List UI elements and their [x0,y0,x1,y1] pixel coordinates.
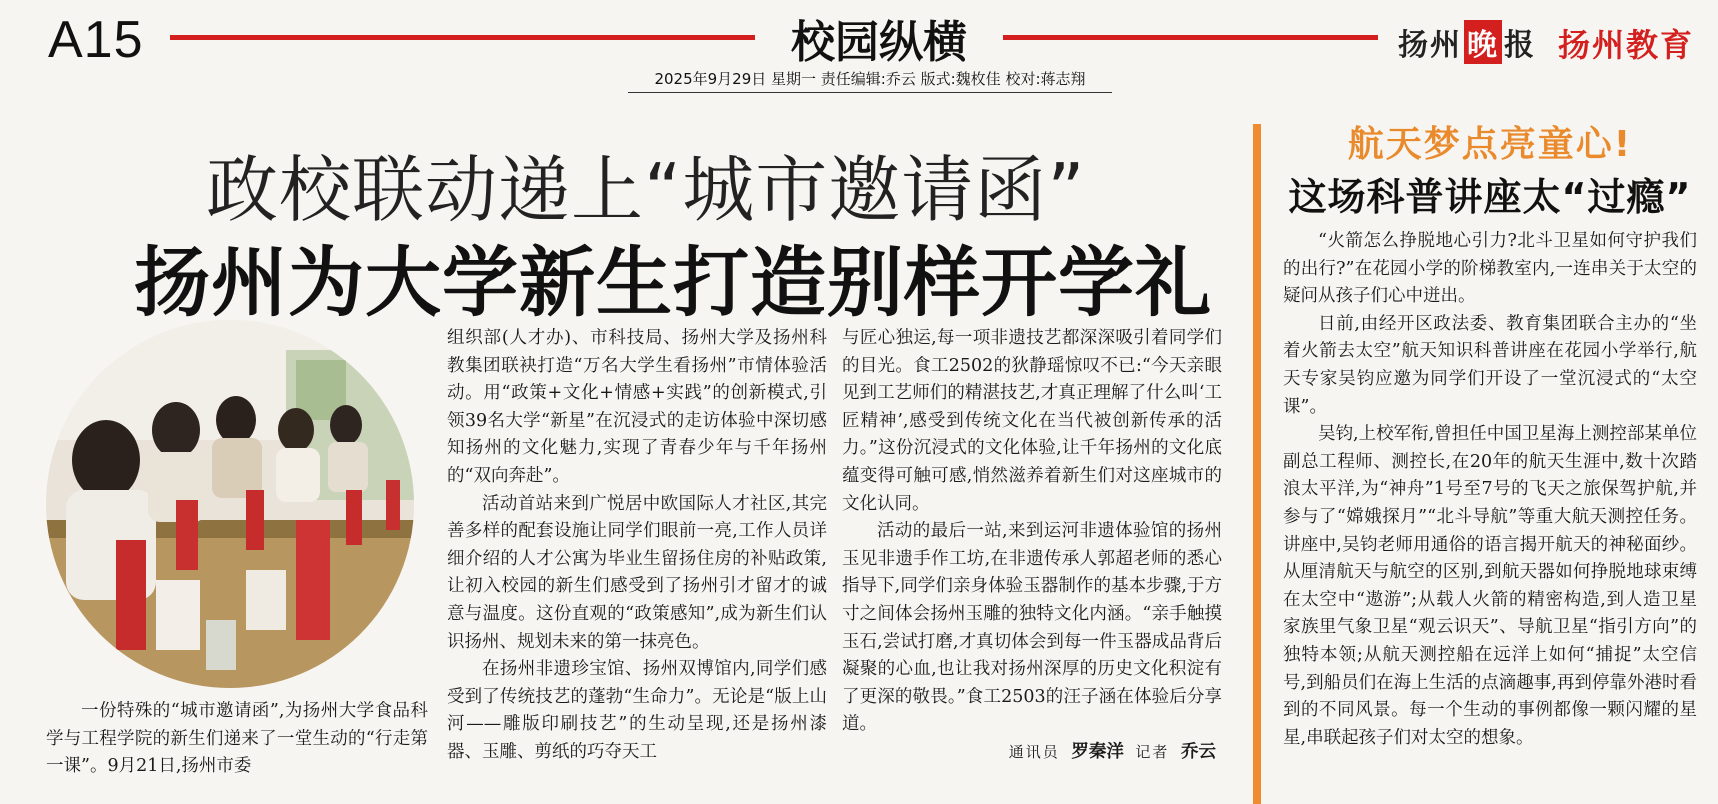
photo-illustration [46,320,414,688]
paragraph: 组织部(人才办)、市科技局、扬州大学及扬州科教集团联袂打造“万名大学生看扬州”市情体验活动。用“政策+文化+情感+实践”的创新模式,引领39名大学“新星”在沉浸式的走访体验中深切感知扬州的文化魅力,实现了青春少年与千年扬州的“双向奔赴”。 [447,328,827,486]
main-article-column-1 [46,698,428,781]
side-headline-line1: 航天梦点亮童心! [1347,124,1633,165]
byline-role-correspondent: 通讯员 [1008,742,1060,761]
paragraph: 活动首站来到广悦居中欧国际人才社区,其完善多样的配套设施让同学们眼前一亮,工作人员详细介绍的人才公寓为毕业生留扬住房的补贴政策,让初入校园的新生们感受到了扬州引才留才的诚意与温度。这份直观的“政策感知”,成为新生们认识扬州、规划未来的第一抹亮色。 [447,493,827,652]
logo-prefix: 扬州 [1398,28,1462,63]
paragraph: 活动的最后一站,来到运河非遗体验馆的扬州玉见非遗手作工坊,在非遗传承人郭超老师的悉心指导下,同学们亲身体验玉器制作的基本步骤,于方寸之间体会扬州玉雕的独特文化内涵。“亲手触摸玉石,尝试打磨,才真切体会到每一件玉器成品背后凝聚的心血,也让我对扬州深厚的历史文化积淀有了更深的敬畏。”食工2503的汪子涵在体验后分享道。 [842,521,1222,735]
paragraph: 与匠心独运,每一项非遗技艺都深深吸引着同学们的目光。食工2502的狄静瑶惊叹不已:“今天亲眼见到工艺师们的精湛技艺,才真正理解了什么叫‘工匠精神’,感受到传统文化在当代被创新传承的活力。”这份沉浸式的文化体验,让千年扬州的文化底蕴变得可触可感,悄然滋养着新生们对这座城市的文化认同。 [842,328,1222,514]
page-number: A15 [48,11,144,69]
logo-mark: 晚 [1464,20,1502,64]
header-rule-right [1003,35,1378,40]
header-rule-left [170,35,755,40]
byline-name-reporter: 乔云 [1181,741,1216,762]
newspaper-logo [1398,10,1698,74]
byline [842,739,1222,767]
section-title: 校园纵横 [791,17,967,68]
paragraph: 在扬州非遗珍宝馆、扬州双博馆内,同学们感受到了传统技艺的蓬勃“生命力”。无论是“版上山河——雕版印刷技艺”的生动呈现,还是扬州漆器、玉雕、剪纸的巧夺天工 [447,659,827,762]
byline-name-correspondent: 罗秦洋 [1071,741,1124,762]
paragraph: “火箭怎么挣脱地心引力?北斗卫星如何守护我们的出行?”在花园小学的阶梯教室内,一连串关于太空的疑问从孩子们心中迸出。 [1283,231,1697,307]
main-headline-line2: 扬州为大学新生打造别样开学礼 [134,238,1212,327]
paragraph: 一份特殊的“城市邀请函”,为扬州大学食品科学与工程学院的新生们递来了一堂生动的“行走第一课”。9月21日,扬州市委 [46,701,428,777]
logo-suffix: 报 [1504,28,1536,63]
byline-role-reporter: 记者 [1135,742,1170,761]
paragraph: 吴钧,上校军衔,曾担任中国卫星海上测控部某单位副总工程师、测控长,在20年的航天生涯中,数十次踏浪太平洋,为“神舟”1号至7号的飞天之旅保驾护航,并参与了“嫦娥探月”“北斗导航”等重大航天测控任务。讲座中,吴钧老师用通俗的语言揭开航天的神秘面纱。从厘清航天与航空的区别,到航天器如何挣脱地球束缚在太空中“遨游”;从载人火箭的精密构造,到人造卫星家族里气象卫星“观云识天”、导航卫星“指引方向”的独特本领;从航天测控船在远洋上如何“捕捉”太空信号,到船员们在海上生活的点滴趣事,再到停靠外港时看到的不同风景。每一个生动的事例都像一颗闪耀的星星,串联起孩子们对太空的想象。 [1283,424,1697,748]
side-article-body [1283,228,1697,752]
main-article-column-2 [447,325,827,767]
yangzhou-education-logo: 扬州教育 [1558,26,1695,64]
side-article-divider [1253,124,1261,804]
side-headline-line2: 这场科普讲座太“过瘾” [1288,175,1692,219]
dateline: 2025年9月29日 星期一 责任编辑:乔云 版式:魏枚佳 校对:蒋志翔 [628,68,1112,93]
paragraph: 日前,由经开区政法委、教育集团联合主办的“坐着火箭去太空”航天知识科普讲座在花园小学举行,航天专家吴钧应邀为同学们开设了一堂沉浸式的“太空课”。 [1283,313,1697,417]
main-headline-line1: 政校联动递上“城市邀请函” [206,148,1086,232]
students-workshop-photo [46,320,414,688]
main-article-column-3 [842,325,1222,767]
yangzhou-evening-news-logo [1398,20,1536,64]
